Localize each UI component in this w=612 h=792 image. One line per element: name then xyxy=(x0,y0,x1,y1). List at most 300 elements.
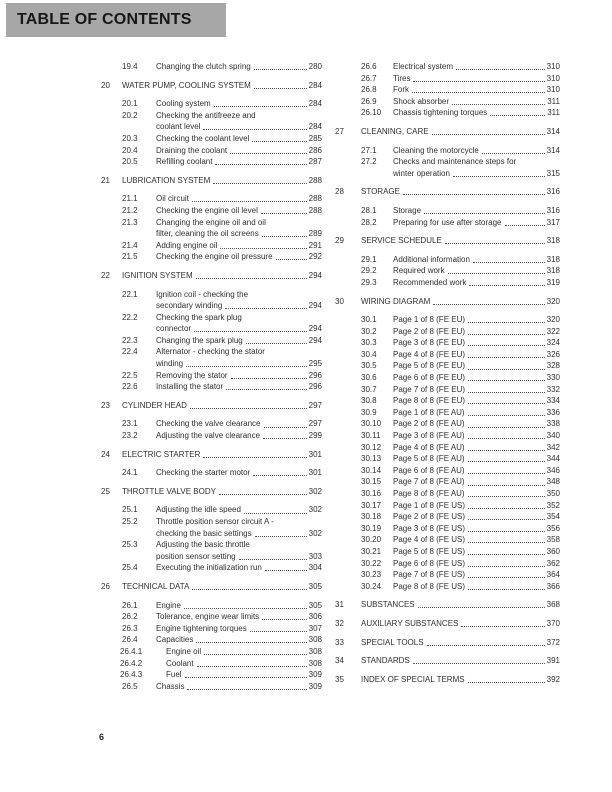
toc-chapter-33[interactable] xyxy=(335,637,560,649)
toc-entry-number: 33 xyxy=(335,637,344,647)
toc-page-number: 280 xyxy=(308,62,322,71)
toc-entry-26.3[interactable] xyxy=(101,623,322,635)
toc-page-number: 291 xyxy=(308,240,322,250)
toc-entry-text-line: Checking the starter motor xyxy=(156,468,251,478)
toc-entry-26.4.1[interactable] xyxy=(101,646,322,658)
dotted-leader xyxy=(220,240,306,249)
toc-entry-title xyxy=(393,156,560,179)
toc-entry-30.1[interactable] xyxy=(335,314,560,326)
toc-chapter-24[interactable] xyxy=(101,449,322,461)
toc-page-number: 334 xyxy=(546,396,560,406)
dotted-leader xyxy=(461,618,544,627)
toc-entry-number: 22.1 xyxy=(122,289,138,299)
toc-page-number: 330 xyxy=(546,373,560,383)
toc-entry-title xyxy=(393,581,560,593)
toc-entry-26.5[interactable] xyxy=(101,681,322,693)
toc-entry-30.9[interactable] xyxy=(335,407,560,419)
toc-entry-text-line: Page 7 of 8 (FE EU) xyxy=(393,384,466,394)
toc-page-number: 316 xyxy=(546,187,560,197)
toc-entry-number: 29.2 xyxy=(361,266,377,276)
toc-entry-29.1[interactable] xyxy=(335,254,560,266)
dotted-leader xyxy=(468,453,545,462)
toc-entry-23.1[interactable] xyxy=(101,418,322,430)
toc-entry-23.2[interactable] xyxy=(101,430,322,442)
dotted-leader xyxy=(468,534,545,543)
toc-entry-number: 26 xyxy=(101,581,110,591)
toc-entry-21.3[interactable] xyxy=(101,217,322,240)
toc-entry-text-line: Alternator - checking the stator xyxy=(156,347,265,357)
toc-entry-number: 22.3 xyxy=(122,335,138,345)
dotted-leader xyxy=(276,251,307,260)
toc-entry-26.9[interactable] xyxy=(335,96,560,108)
toc-entry-30.10[interactable] xyxy=(335,418,560,430)
toc-page-number: 342 xyxy=(546,442,560,452)
toc-entry-text-line: CLEANING, CARE xyxy=(361,126,429,136)
toc-entry-number: 30.7 xyxy=(361,384,377,394)
toc-chapter-30[interactable] xyxy=(335,296,560,308)
toc-page-number: 317 xyxy=(546,217,560,227)
toc-page-number: 311 xyxy=(547,108,560,118)
toc-entry-30.13[interactable] xyxy=(335,453,560,465)
toc-page-number: 364 xyxy=(546,570,560,580)
toc-entry-22.4[interactable] xyxy=(101,346,322,369)
toc-entry-text-line: Page 4 of 8 (FE AU) xyxy=(393,442,465,452)
toc-page-number: 348 xyxy=(546,477,560,487)
toc-entry-title xyxy=(393,453,560,465)
toc-page-number: 354 xyxy=(546,512,560,522)
toc-entry-26.7[interactable] xyxy=(335,73,560,85)
toc-chapter-27[interactable] xyxy=(335,126,560,138)
toc-entry-20.4[interactable] xyxy=(101,145,322,157)
toc-entry-20.3[interactable] xyxy=(101,133,322,145)
dotted-leader xyxy=(456,61,545,70)
toc-entry-title xyxy=(393,337,560,349)
dotted-leader xyxy=(254,80,307,89)
toc-entry-text-line: SUBSTANCES xyxy=(361,600,415,610)
dotted-leader xyxy=(254,61,307,70)
toc-entry-number: 29 xyxy=(335,236,344,246)
toc-entry-number: 24.1 xyxy=(122,468,138,478)
dotted-leader xyxy=(468,511,545,520)
toc-entry-26.2[interactable] xyxy=(101,611,322,623)
toc-entry-text-line: connector xyxy=(156,324,192,334)
toc-entry-22.6[interactable] xyxy=(101,381,322,393)
toc-entry-26.4[interactable] xyxy=(101,634,322,646)
toc-page-number: 302 xyxy=(308,486,322,496)
toc-chapter-21[interactable] xyxy=(101,175,322,187)
toc-chapter-22[interactable] xyxy=(101,270,322,282)
toc-entry-number: 27.1 xyxy=(361,145,377,155)
toc-entry-number: 30.13 xyxy=(361,454,382,464)
toc-entry-number: 30.15 xyxy=(361,477,382,487)
toc-entry-number: 25.2 xyxy=(122,517,138,526)
toc-entry-text-line: Page 7 of 8 (FE US) xyxy=(393,570,466,580)
toc-entry-text-line: THROTTLE VALVE BODY xyxy=(122,486,216,496)
toc-entry-text-line: Checking the engine oil level xyxy=(156,205,258,215)
toc-entry-text-line: CYLINDER HEAD xyxy=(122,400,187,410)
toc-entry-26.1[interactable] xyxy=(101,600,322,612)
toc-entry-title xyxy=(156,539,322,562)
toc-entry-title xyxy=(156,312,322,335)
toc-entry-21.5[interactable] xyxy=(101,251,322,263)
dotted-leader xyxy=(230,145,306,154)
toc-chapter-32[interactable] xyxy=(335,618,560,630)
toc-chapter-20[interactable] xyxy=(101,80,322,92)
dotted-leader xyxy=(261,205,307,214)
toc-entry-25.1[interactable] xyxy=(101,504,322,516)
toc-entry-30.18[interactable] xyxy=(335,511,560,523)
toc-entry-text-line: INDEX OF SPECIAL TERMS xyxy=(361,674,465,684)
toc-entry-25.3[interactable] xyxy=(101,539,322,562)
toc-entry-number: 30.21 xyxy=(361,546,382,556)
toc-entry-number: 23.1 xyxy=(122,419,138,429)
toc-entry-30.2[interactable] xyxy=(335,326,560,338)
toc-entry-title xyxy=(393,384,560,396)
toc-page-number: 315 xyxy=(546,168,560,178)
toc-entry-30.12[interactable] xyxy=(335,442,560,454)
toc-entry-number: 26.1 xyxy=(122,600,138,610)
toc-entry-27.1[interactable] xyxy=(335,145,560,157)
toc-entry-number: 26.8 xyxy=(361,85,377,95)
toc-entry-text-line: SPECIAL TOOLS xyxy=(361,637,424,647)
toc-entry-30.23[interactable] xyxy=(335,569,560,581)
toc-entry-30.21[interactable] xyxy=(335,546,560,558)
toc-chapter-25[interactable] xyxy=(101,486,322,498)
toc-entry-title xyxy=(393,326,560,338)
toc-entry-30.8[interactable] xyxy=(335,395,560,407)
toc-page-number: 288 xyxy=(308,194,322,204)
toc-entry-text-line: Page 5 of 8 (FE EU) xyxy=(393,361,466,371)
toc-entry-30.11[interactable] xyxy=(335,430,560,442)
toc-entry-number: 20.5 xyxy=(122,157,138,167)
toc-page-number: 311 xyxy=(547,96,560,106)
toc-entry-text-line: Tolerance, engine wear limits xyxy=(156,612,260,622)
toc-entry-title xyxy=(361,655,560,667)
toc-entry-title xyxy=(393,84,560,96)
dotted-leader xyxy=(185,669,307,678)
dotted-leader xyxy=(468,349,545,358)
toc-entry-number: 30.17 xyxy=(361,500,382,510)
toc-entry-title xyxy=(393,349,560,361)
toc-entry-30.3[interactable] xyxy=(335,337,560,349)
toc-page-number: 305 xyxy=(308,581,322,591)
toc-page-number: 370 xyxy=(546,618,560,628)
toc-entry-title xyxy=(393,558,560,570)
toc-page-number: 302 xyxy=(308,528,322,538)
toc-entry-number: 25.4 xyxy=(122,563,138,573)
toc-entry-title xyxy=(166,646,322,658)
toc-entry-title xyxy=(156,289,322,312)
toc-entry-title xyxy=(156,346,322,369)
toc-entry-text-line: Changing the spark plug xyxy=(156,335,243,345)
dotted-leader xyxy=(194,323,307,332)
toc-chapter-28[interactable] xyxy=(335,186,560,198)
toc-entry-title xyxy=(122,175,322,187)
toc-entry-text-line: Required work xyxy=(393,266,445,276)
toc-page-number: 344 xyxy=(546,454,560,464)
toc-entry-30.22[interactable] xyxy=(335,558,560,570)
dotted-leader xyxy=(427,637,545,646)
toc-entry-title xyxy=(156,430,322,442)
toc-entry-number: 22.6 xyxy=(122,382,138,392)
toc-entry-text-line: Ignition coil - checking the xyxy=(156,289,249,299)
toc-entry-number: 26.3 xyxy=(122,623,138,633)
toc-entry-22.5[interactable] xyxy=(101,370,322,382)
toc-chapter-35[interactable] xyxy=(335,674,560,686)
toc-entry-number: 35 xyxy=(335,674,344,684)
toc-entry-text-line: STORAGE xyxy=(361,187,400,197)
toc-entry-30.20[interactable] xyxy=(335,534,560,546)
dotted-leader xyxy=(468,488,545,497)
dotted-leader xyxy=(255,528,307,537)
toc-entry-number: 30.1 xyxy=(361,315,377,325)
toc-entry-28.1[interactable] xyxy=(335,205,560,217)
toc-page-number: 310 xyxy=(546,62,560,71)
toc-entry-title xyxy=(393,500,560,512)
toc-page-number: 294 xyxy=(308,335,322,345)
toc-chapter-23[interactable] xyxy=(101,400,322,412)
toc-entry-number: 30.2 xyxy=(361,326,377,336)
toc-entry-text-line: Page 8 of 8 (FE AU) xyxy=(393,489,465,498)
toc-entry-title xyxy=(156,600,322,612)
toc-page-number: 299 xyxy=(308,431,322,441)
dotted-leader xyxy=(468,442,545,451)
toc-entry-text-line: Adjusting the idle speed xyxy=(156,505,241,515)
toc-entry-number: 30.9 xyxy=(361,407,377,417)
toc-entry-number: 20 xyxy=(101,80,110,90)
toc-entry-25.2[interactable] xyxy=(101,516,322,539)
toc-entry-number: 34 xyxy=(335,656,344,666)
dotted-leader xyxy=(468,360,545,369)
toc-page-number: 301 xyxy=(308,449,322,459)
toc-entry-title xyxy=(156,193,322,205)
toc-entry-text-line: winter operation xyxy=(393,168,450,178)
toc-entry-25.4[interactable] xyxy=(101,562,322,574)
toc-entry-30.16[interactable] xyxy=(335,488,560,500)
dotted-leader xyxy=(196,634,306,643)
dotted-leader xyxy=(468,395,545,404)
dotted-leader xyxy=(490,107,545,116)
dotted-leader xyxy=(186,358,307,367)
toc-page-number: 310 xyxy=(546,73,560,83)
toc-entry-text-line: Installing the stator xyxy=(156,382,224,392)
toc-entry-title xyxy=(156,370,322,382)
dotted-leader xyxy=(413,655,545,664)
toc-entry-30.17[interactable] xyxy=(335,500,560,512)
toc-entry-22.3[interactable] xyxy=(101,335,322,347)
toc-entry-text-line: Removing the stator xyxy=(156,370,228,380)
toc-entry-text-line: Executing the initialization run xyxy=(156,563,262,573)
toc-entry-text-line: Checks and maintenance steps for xyxy=(393,157,517,167)
toc-entry-number: 30.3 xyxy=(361,338,377,348)
dotted-leader xyxy=(403,186,545,195)
toc-entry-30.19[interactable] xyxy=(335,523,560,535)
toc-entry-26.4.3[interactable] xyxy=(101,669,322,681)
toc-entry-title xyxy=(156,504,322,516)
toc-entry-21.4[interactable] xyxy=(101,240,322,252)
toc-entry-title xyxy=(156,251,322,263)
toc-entry-text-line: Page 2 of 8 (FE EU) xyxy=(393,326,466,336)
toc-entry-number: 22.2 xyxy=(122,312,138,322)
toc-entry-text-line: SERVICE SCHEDULE xyxy=(361,236,442,246)
toc-entry-number: 22.5 xyxy=(122,370,138,380)
toc-entry-title xyxy=(156,61,322,73)
toc-entry-number: 30.12 xyxy=(361,442,382,452)
toc-page-number: 287 xyxy=(308,157,322,167)
toc-page-number: 328 xyxy=(546,361,560,371)
toc-entry-text-line: Checking the spark plug xyxy=(156,312,242,322)
toc-entry-title xyxy=(156,516,322,539)
dotted-leader xyxy=(214,98,307,107)
dotted-leader xyxy=(468,581,545,590)
toc-entry-20.5[interactable] xyxy=(101,156,322,168)
toc-entry-number: 26.2 xyxy=(122,612,138,622)
toc-entry-number: 21 xyxy=(101,175,110,185)
toc-entry-30.4[interactable] xyxy=(335,349,560,361)
toc-entry-title xyxy=(393,96,560,108)
dotted-leader xyxy=(445,235,545,244)
toc-page-number: 307 xyxy=(308,623,322,633)
toc-entry-30.14[interactable] xyxy=(335,465,560,477)
toc-entry-number: 30.4 xyxy=(361,349,377,359)
toc-entry-title xyxy=(156,681,322,693)
toc-entry-title xyxy=(156,634,322,646)
toc-page-number: 301 xyxy=(308,468,322,478)
toc-page-number: 319 xyxy=(546,277,560,287)
toc-entry-24.1[interactable] xyxy=(101,467,322,479)
toc-entry-20.2[interactable] xyxy=(101,110,322,133)
dotted-leader xyxy=(468,569,545,578)
dotted-leader xyxy=(468,546,545,555)
toc-page-number: 356 xyxy=(546,523,560,533)
toc-chapter-26[interactable] xyxy=(101,581,322,593)
toc-entry-30.15[interactable] xyxy=(335,476,560,488)
toc-entry-text-line: Page 6 of 8 (FE US) xyxy=(393,558,466,568)
toc-entry-text-line: Page 1 of 8 (FE US) xyxy=(393,500,466,510)
toc-entry-text-line: Preparing for use after storage xyxy=(393,217,502,227)
toc-entry-21.2[interactable] xyxy=(101,205,322,217)
toc-entry-21.1[interactable] xyxy=(101,193,322,205)
toc-entry-title xyxy=(393,430,560,442)
toc-entry-27.2[interactable] xyxy=(335,156,560,179)
toc-page-number: 310 xyxy=(546,85,560,95)
toc-entry-title xyxy=(393,488,560,500)
toc-chapter-34[interactable] xyxy=(335,655,560,667)
toc-page-number: 288 xyxy=(308,175,322,185)
toc-page-number: 303 xyxy=(308,551,322,561)
footer-page-number: 6 xyxy=(99,732,105,742)
toc-entry-26.6[interactable] xyxy=(335,61,560,73)
toc-page-number: 332 xyxy=(546,384,560,394)
toc-entry-title xyxy=(393,465,560,477)
toc-entry-26.4.2[interactable] xyxy=(101,658,322,670)
toc-entry-text-line: IGNITION SYSTEM xyxy=(122,270,193,280)
toc-entry-26.8[interactable] xyxy=(335,84,560,96)
dotted-leader xyxy=(413,73,544,82)
toc-entry-text-line: WIRING DIAGRAM xyxy=(361,296,431,306)
dotted-leader xyxy=(244,504,307,513)
toc-page-number: 306 xyxy=(308,612,322,622)
toc-entry-26.10[interactable] xyxy=(335,107,560,119)
toc-page-number: 318 xyxy=(546,236,560,246)
dotted-leader xyxy=(215,156,306,165)
toc-entry-text-line: Page 8 of 8 (FE EU) xyxy=(393,396,466,406)
dotted-leader xyxy=(264,418,307,427)
toc-page-number: 320 xyxy=(546,315,560,325)
toc-entry-text-line: Page 3 of 8 (FE EU) xyxy=(393,338,466,348)
toc-entry-22.1[interactable] xyxy=(101,289,322,312)
toc-entry-28.2[interactable] xyxy=(335,217,560,229)
toc-entry-number: 28.1 xyxy=(361,205,377,215)
toc-entry-text-line: Cooling system xyxy=(156,99,211,109)
toc-page-number: 326 xyxy=(546,349,560,359)
toc-page-number: 292 xyxy=(308,252,322,262)
toc-page-number: 295 xyxy=(308,359,322,369)
dotted-leader xyxy=(468,372,545,381)
toc-entry-title xyxy=(156,98,322,110)
toc-entry-number: 27 xyxy=(335,126,344,136)
toc-entry-number: 28.2 xyxy=(361,217,377,227)
dotted-leader xyxy=(239,551,307,560)
dotted-leader xyxy=(468,337,545,346)
toc-entry-number: 25.1 xyxy=(122,505,138,515)
toc-entry-text-line: Engine oil xyxy=(166,646,202,656)
toc-entry-title xyxy=(393,277,560,289)
toc-entry-number: 21.4 xyxy=(122,240,138,250)
toc-entry-number: 27.2 xyxy=(361,157,377,167)
toc-entry-text-line: Cleaning the motorcycle xyxy=(393,145,479,155)
toc-entry-text-line: Changing the engine oil and oil xyxy=(156,217,266,227)
page-header xyxy=(6,3,226,37)
toc-entry-number: 30.10 xyxy=(361,419,382,429)
toc-entry-number: 22 xyxy=(101,270,110,280)
dotted-leader xyxy=(468,558,545,567)
toc-entry-29.3[interactable] xyxy=(335,277,560,289)
toc-entry-title xyxy=(393,372,560,384)
toc-chapter-31[interactable] xyxy=(335,599,560,611)
dotted-leader xyxy=(468,465,545,474)
toc-entry-22.2[interactable] xyxy=(101,312,322,335)
toc-entry-number: 21.5 xyxy=(122,252,138,262)
toc-entry-text-line: Chassis xyxy=(156,681,185,691)
dotted-leader xyxy=(265,562,307,571)
toc-entry-30.5[interactable] xyxy=(335,360,560,372)
toc-entry-text-line: Fork xyxy=(393,85,409,95)
toc-page-number: 324 xyxy=(546,338,560,348)
toc-chapter-29[interactable] xyxy=(335,235,560,247)
toc-entry-title xyxy=(361,126,560,138)
toc-entry-text-line: Adjusting the basic throttle xyxy=(156,540,250,550)
toc-entry-30.6[interactable] xyxy=(335,372,560,384)
toc-entry-number: 26.7 xyxy=(361,73,377,83)
toc-page-number: 286 xyxy=(308,145,322,155)
dotted-leader xyxy=(468,384,545,393)
toc-entry-text-line: Page 7 of 8 (FE AU) xyxy=(393,477,465,487)
toc-entry-number: 26.6 xyxy=(361,62,377,71)
toc-entry-30.7[interactable] xyxy=(335,384,560,396)
dotted-leader xyxy=(246,335,307,344)
toc-page-number: 297 xyxy=(308,400,322,410)
toc-entry-title xyxy=(156,335,322,347)
toc-entry-text-line: Shock absorber xyxy=(393,96,450,106)
toc-entry-20.1[interactable] xyxy=(101,98,322,110)
toc-page-number: 360 xyxy=(546,546,560,556)
toc-entry-title xyxy=(393,73,560,85)
toc-entry-title xyxy=(361,186,560,198)
toc-entry-19.4[interactable] xyxy=(101,61,322,73)
toc-entry-29.2[interactable] xyxy=(335,265,560,277)
toc-entry-30.24[interactable] xyxy=(335,581,560,593)
